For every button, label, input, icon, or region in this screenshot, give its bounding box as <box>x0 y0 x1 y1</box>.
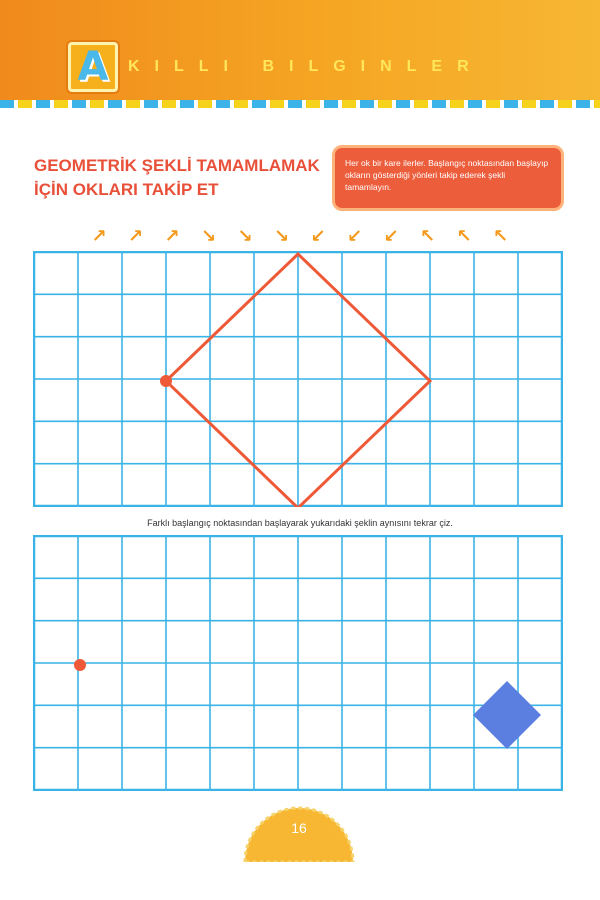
direction-arrow: ↙ <box>346 226 363 247</box>
exercise-title <box>34 154 334 202</box>
direction-arrow: ↘ <box>237 226 253 247</box>
instruction-box: Her ok bir kare ilerler. Başlangıç noktasından başlayıp okların gösterdiği yönleri takip ederek şekli tamamlayın. <box>332 145 564 211</box>
page-badge <box>243 806 355 862</box>
exercise-title-line2: İÇİN OKLARI TAKİP ET <box>34 180 219 199</box>
header-stripe <box>0 100 600 108</box>
bottom-grid <box>33 535 563 791</box>
direction-arrow: ↖ <box>419 226 436 247</box>
direction-arrow: ↙ <box>310 226 326 247</box>
repeat-caption: Farklı başlangıç noktasından başlayarak yukarıdaki şeklin aynısını tekrar çiz. <box>147 518 453 528</box>
page-number: 16 <box>291 820 307 836</box>
exercise-title-line1: GEOMETRİK ŞEKLİ TAMAMLAMAK <box>34 156 320 175</box>
logo-badge <box>68 42 118 92</box>
brand-title: KILLI BILGINLER <box>128 58 484 75</box>
direction-arrow: ↗ <box>91 226 107 247</box>
arrow-sequence <box>90 228 510 250</box>
direction-arrow: ↗ <box>164 226 180 247</box>
direction-arrow: ↖ <box>492 226 509 247</box>
new-start-dot <box>74 659 86 671</box>
direction-arrow: ↙ <box>383 226 399 247</box>
direction-arrow: ↘ <box>273 226 290 247</box>
start-dot <box>160 375 172 387</box>
direction-arrow: ↖ <box>456 226 472 247</box>
logo-letter: A <box>77 44 109 90</box>
top-grid <box>33 251 563 507</box>
direction-arrow: ↗ <box>127 226 144 247</box>
direction-arrow: ↘ <box>200 226 217 247</box>
